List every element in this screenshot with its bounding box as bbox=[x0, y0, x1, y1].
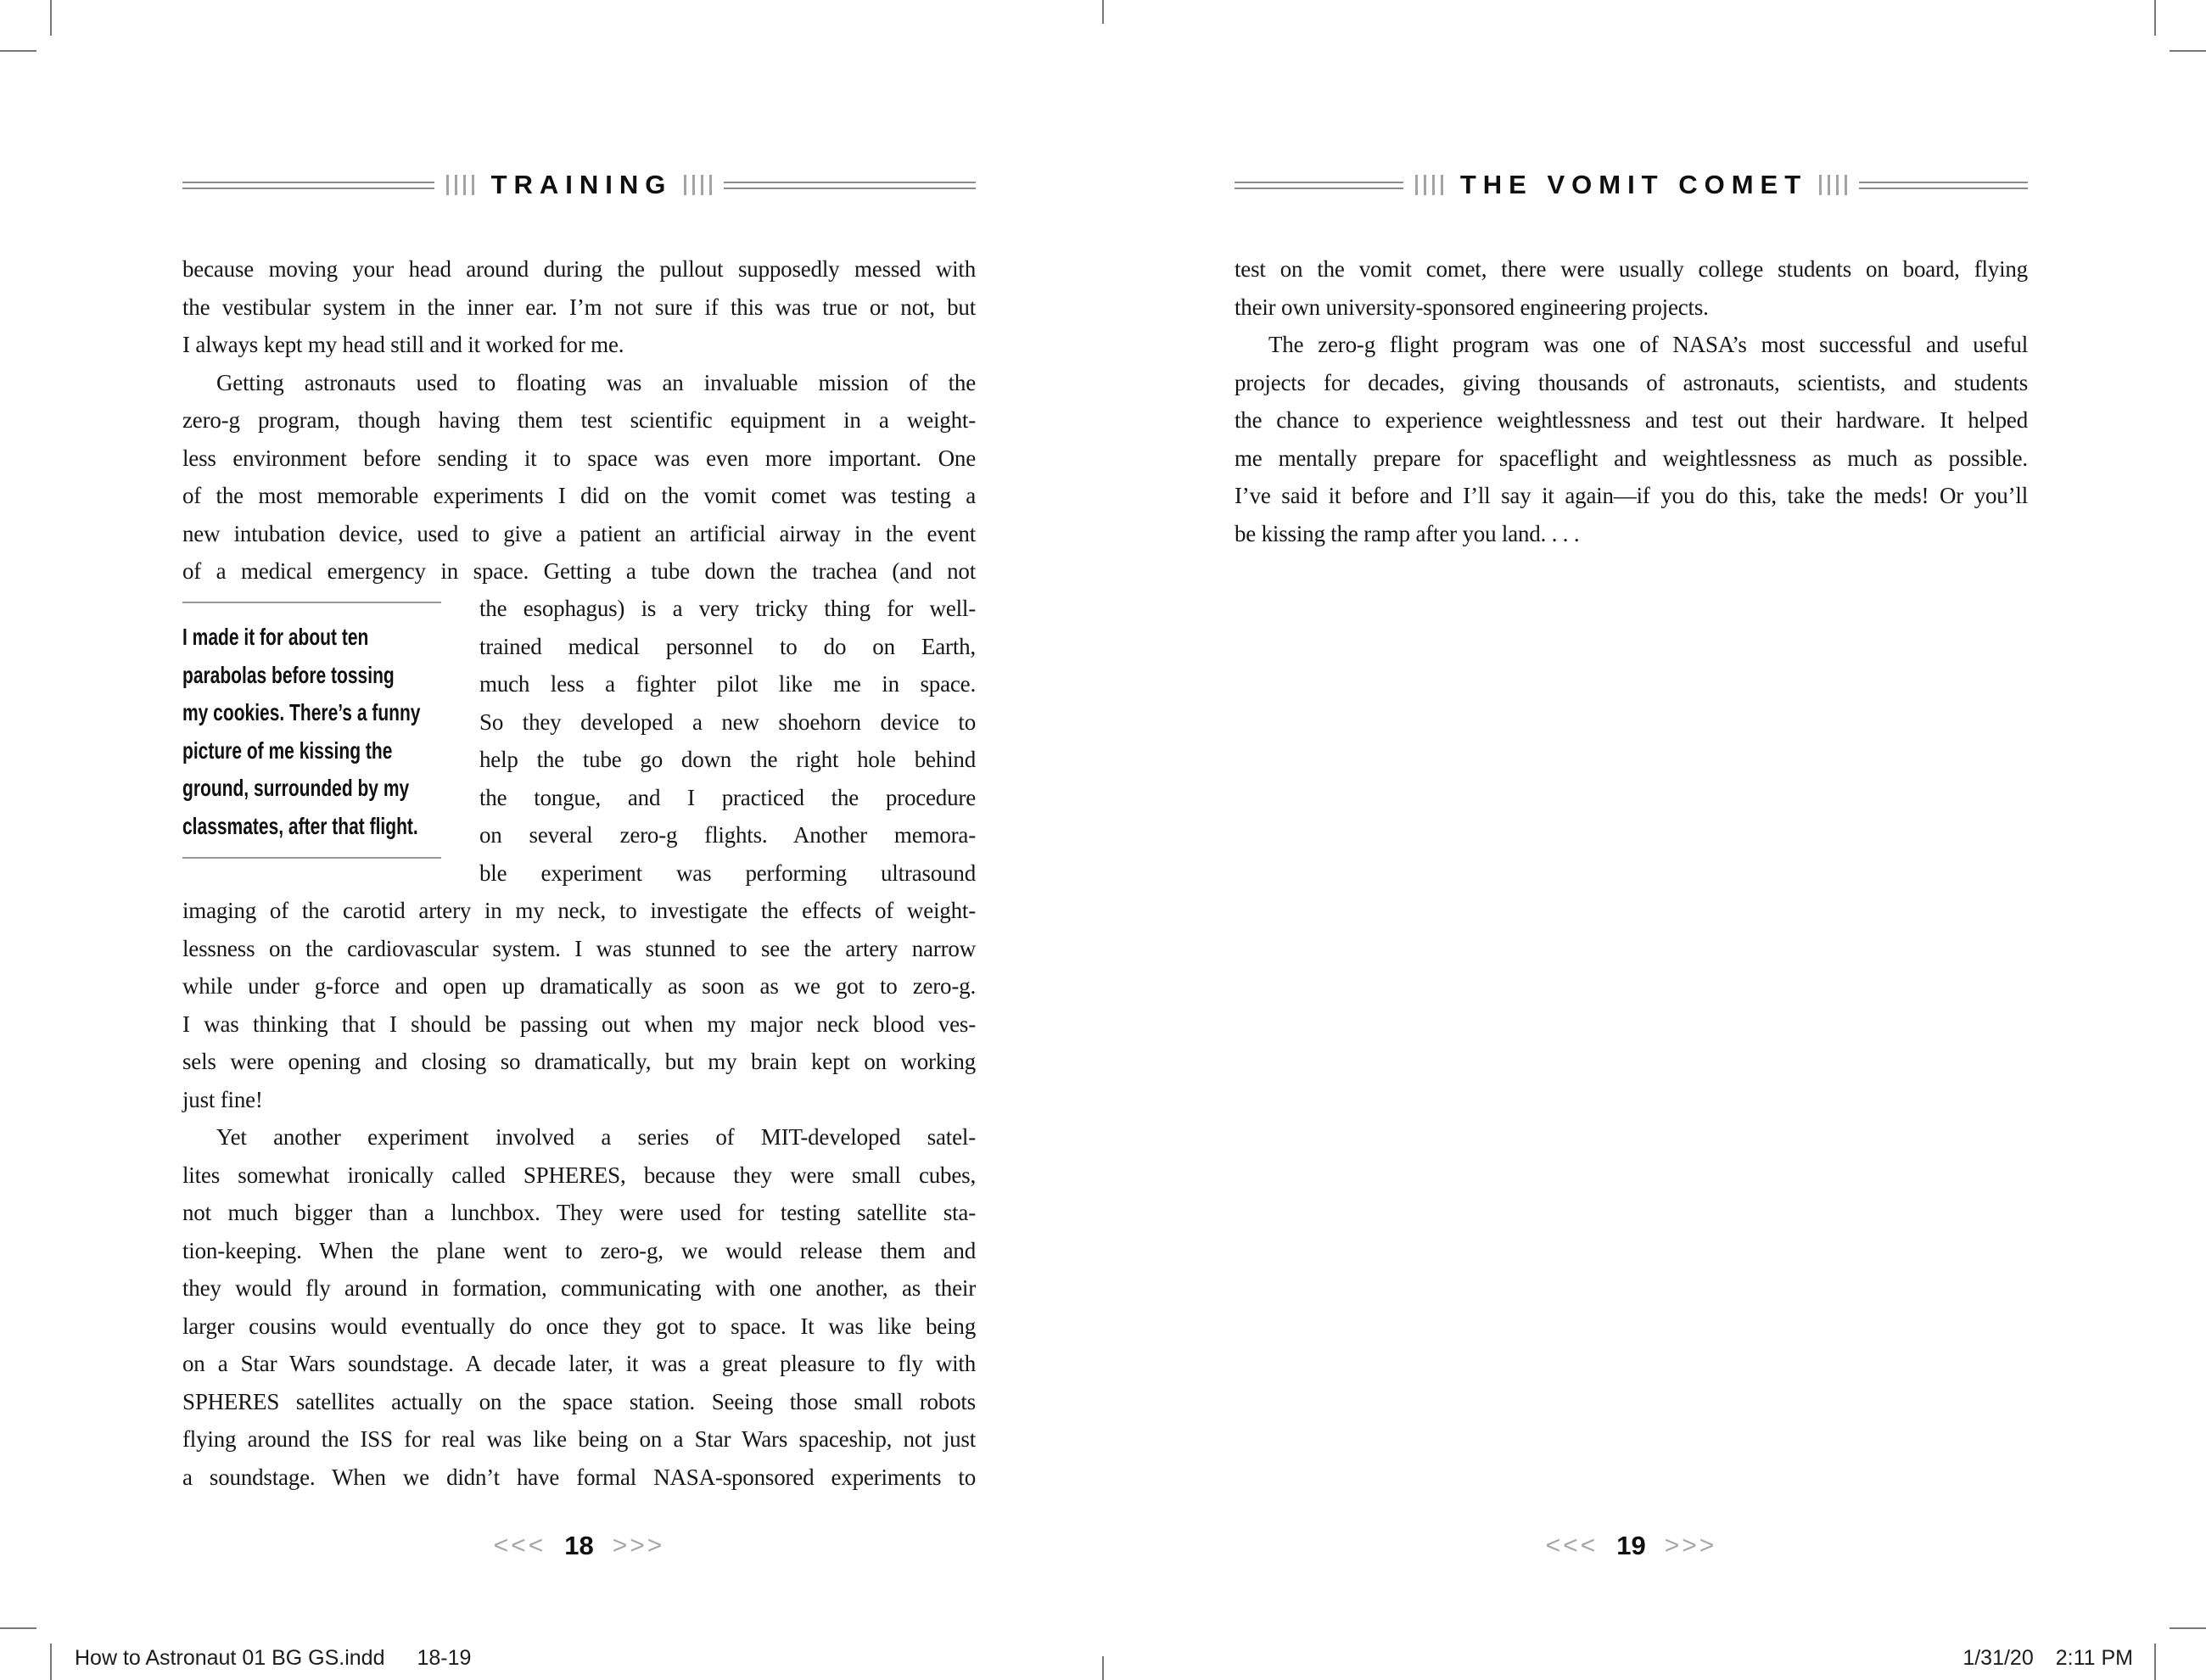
text-line: on a Star Wars soundstage. A decade later, it was a great pleasure to fly with bbox=[182, 1351, 976, 1376]
text-line: the tongue, and I practiced the procedure bbox=[479, 784, 976, 810]
tick-marks-icon bbox=[1819, 175, 1847, 195]
pull-quote-line: I made it for about ten bbox=[182, 624, 369, 650]
crop-mark-bottom-right-vertical bbox=[2154, 1644, 2156, 1680]
crop-mark-top-left-horizontal bbox=[0, 50, 36, 52]
text-line: the esophagus) is a very tricky thing for well- bbox=[479, 596, 976, 621]
prev-arrows-icon: <<< bbox=[493, 1532, 546, 1560]
text-line: lites somewhat ironically called SPHERES, because they were small cubes, bbox=[182, 1162, 976, 1188]
slug-line-left bbox=[75, 1646, 471, 1671]
text-line: Getting astronauts used to floating was an invaluable mission of the bbox=[216, 369, 976, 395]
body-text-block bbox=[1235, 250, 2028, 552]
text-line: lessness on the cardiovascular system. I was stunned to see the artery narrow bbox=[182, 935, 976, 961]
crop-mark-bottom-center-vertical bbox=[1102, 1656, 1104, 1680]
crop-mark-top-right-horizontal bbox=[2170, 50, 2206, 52]
right-chapter-header bbox=[1235, 166, 2028, 204]
text-line: just fine! bbox=[182, 1086, 263, 1112]
page-number: 19 bbox=[1616, 1531, 1646, 1560]
chapter-title: TRAINING bbox=[490, 170, 673, 199]
double-rule-left bbox=[182, 182, 434, 189]
text-line: I always kept my head still and it worked for me. bbox=[182, 332, 624, 357]
text-line: the chance to experience weightlessness and test out their hardware. It helped bbox=[1235, 407, 2028, 433]
slug-page-range: 18-19 bbox=[417, 1646, 472, 1670]
text-line: larger cousins would eventually do once they got to space. It was like being bbox=[182, 1313, 976, 1339]
text-line: flying around the ISS for real was like being on a Star Wars spaceship, not just bbox=[182, 1426, 976, 1452]
text-line: not much bigger than a lunchbox. They were used for testing satellite sta- bbox=[182, 1200, 976, 1225]
body-text-block bbox=[182, 250, 976, 591]
text-line: zero-g program, though having them test scientific equipment in a weight- bbox=[182, 407, 976, 433]
text-line: tion-keeping. When the plane went to zero-g, we would release them and bbox=[182, 1237, 976, 1263]
tick-marks-icon bbox=[684, 175, 712, 195]
next-arrows-icon: >>> bbox=[1664, 1532, 1717, 1560]
text-line: on several zero-g flights. Another memora- bbox=[479, 822, 976, 848]
slug-line-right bbox=[1962, 1646, 2133, 1671]
text-line: I was thinking that I should be passing out when my major neck blood ves- bbox=[182, 1011, 976, 1037]
text-line: me mentally prepare for spaceflight and weightlessness as much as possible. bbox=[1235, 445, 2028, 471]
text-line: help the tube go down the right hole behind bbox=[479, 747, 976, 772]
left-page-footer bbox=[182, 1527, 976, 1565]
chapter-title: THE VOMIT COMET bbox=[1459, 170, 1808, 199]
tick-marks-icon bbox=[1415, 175, 1443, 195]
text-line: a soundstage. When we didn’t have formal NASA-sponsored experiments to bbox=[182, 1464, 976, 1490]
tick-marks-icon bbox=[446, 175, 474, 195]
text-line: of a medical emergency in space. Getting a tube down the trachea (and not bbox=[182, 558, 976, 584]
slug-time: 2:11 PM bbox=[2055, 1646, 2133, 1670]
text-line: while under g-force and open up dramatically as soon as we got to zero-g. bbox=[182, 973, 976, 999]
body-text-block bbox=[182, 892, 976, 1496]
left-page bbox=[182, 0, 976, 1680]
text-line: Yet another experiment involved a series of MIT-developed satel- bbox=[216, 1124, 976, 1150]
text-line: because moving your head around during the pullout supposedly messed with bbox=[182, 256, 976, 282]
text-line: their own university-sponsored engineering projects. bbox=[1235, 294, 1709, 320]
text-line: imaging of the carotid artery in my neck, to investigate the effects of weight- bbox=[182, 898, 976, 923]
text-line: The zero-g flight program was one of NASA’s most successful and useful bbox=[1268, 332, 2028, 357]
text-line: So they developed a new shoehorn device to bbox=[479, 708, 976, 735]
page-number: 18 bbox=[564, 1531, 594, 1560]
pull-quote-line: ground, surrounded by my bbox=[182, 775, 410, 801]
pull-quote bbox=[182, 602, 441, 859]
pull-quote-line: my cookies. There’s a funny bbox=[182, 699, 421, 725]
text-line: they would fly around in formation, communicating with one another, as their bbox=[182, 1275, 976, 1301]
text-line: test on the vomit comet, there were usually college students on board, flying bbox=[1235, 256, 2028, 282]
left-chapter-header bbox=[182, 166, 976, 204]
prev-arrows-icon: <<< bbox=[1545, 1532, 1599, 1560]
text-line: of the most memorable experiments I did on the vomit comet was testing a bbox=[182, 483, 976, 508]
crop-mark-bottom-left-vertical bbox=[50, 1644, 52, 1680]
crop-mark-top-center-vertical bbox=[1102, 0, 1104, 24]
text-line: trained medical personnel to do on Earth, bbox=[479, 633, 976, 659]
pull-quote-line: classmates, after that flight. bbox=[182, 812, 418, 839]
text-line: ble experiment was performing ultrasound bbox=[479, 860, 976, 886]
crop-mark-top-left-vertical bbox=[50, 0, 52, 36]
double-rule-right bbox=[1859, 182, 2028, 189]
crop-mark-top-right-vertical bbox=[2154, 0, 2156, 36]
text-line: less environment before sending it to space was even more important. One bbox=[182, 445, 976, 471]
pull-quote-line: parabolas before tossing bbox=[182, 661, 395, 688]
right-page-footer bbox=[1235, 1527, 2028, 1565]
text-line: new intubation device, used to give a patient an artificial airway in the event bbox=[182, 520, 976, 546]
text-line: I’ve said it before and I’ll say it again—if you do this, take the meds! Or you’ll bbox=[1235, 483, 2028, 508]
text-line: projects for decades, giving thousands of astronauts, scientists, and students bbox=[1235, 369, 2028, 395]
slug-date: 1/31/20 bbox=[1962, 1646, 2034, 1670]
crop-mark-bottom-left-horizontal bbox=[0, 1627, 36, 1629]
right-page bbox=[1235, 0, 2028, 1680]
text-line: the vestibular system in the inner ear. I’m not sure if this was true or not, but bbox=[182, 294, 976, 320]
text-line: sels were opening and closing so dramatically, but my brain kept on working bbox=[182, 1049, 976, 1074]
text-line: SPHERES satellites actually on the space station. Seeing those small robots bbox=[182, 1388, 976, 1414]
pull-quote-line: picture of me kissing the bbox=[182, 736, 393, 764]
double-rule-right bbox=[724, 182, 976, 189]
slug-filename: How to Astronaut 01 BG GS.indd bbox=[75, 1646, 385, 1670]
crop-mark-bottom-right-horizontal bbox=[2170, 1627, 2206, 1629]
wrap-section bbox=[182, 590, 976, 892]
wrap-text-column bbox=[479, 590, 976, 892]
double-rule-left bbox=[1235, 182, 1403, 189]
text-line: be kissing the ramp after you land. . . . bbox=[1235, 520, 1580, 546]
text-line: much less a fighter pilot like me in space. bbox=[479, 671, 976, 697]
next-arrows-icon: >>> bbox=[612, 1532, 665, 1560]
